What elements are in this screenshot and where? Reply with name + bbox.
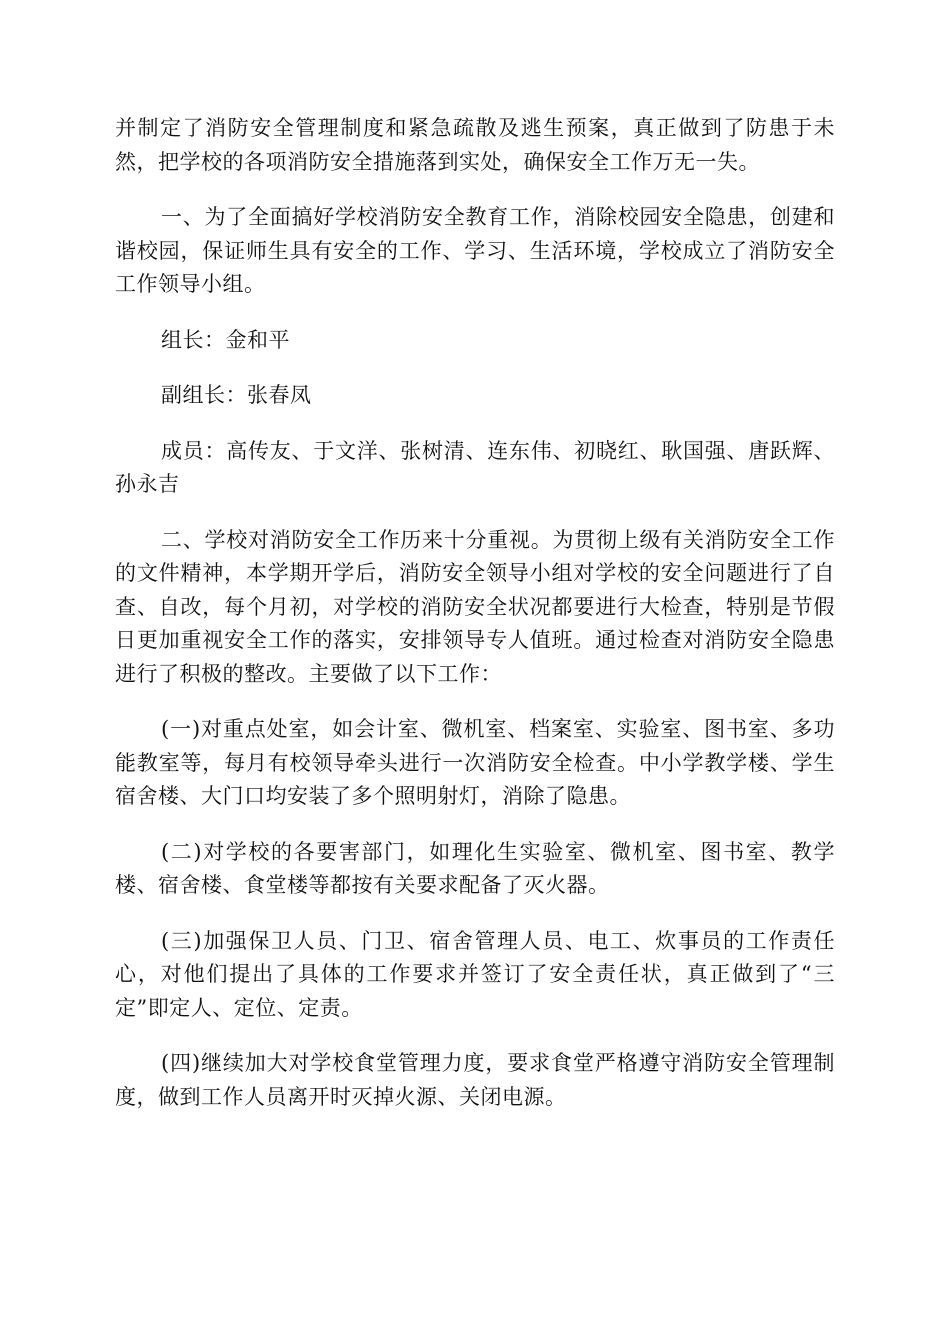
paragraph-item-one: (一)对重点处室，如会计室、微机室、档案室、实验室、图书室、多功能教室等，每月有校领导牵头进行一次消防安全检查。中小学教学楼、学生宿舍楼、大门口均安装了多个照明射灯，消除了隐患。 [115,717,835,808]
document-body [115,112,835,1136]
paragraph-item-four: (四)继续加大对学校食堂管理力度，要求食堂严格遵守消防安全管理制度，做到工作人员离开时灭掉火源、关闭电源。 [115,1051,835,1109]
paragraph-group-leader: 组长：金和平 [161,327,290,352]
paragraph-item-three: (三)加强保卫人员、门卫、宿舍管理人员、电工、炊事员的工作责任心，对他们提出了具体的工作要求并签订了安全责任状，真正做到了“三定”即定人、定位、定责。 [115,928,835,1020]
paragraph-deputy-leader: 副组长：张春凤 [161,383,312,407]
paragraph-section-two: 二、学校对消防安全工作历来十分重视。为贯彻上级有关消防安全工作的文件精神，本学期开学后，消防安全领导小组对学校的安全问题进行了自查、自改，每个月初，对学校的消防安全状况都要进行大检查，特别是节假日更加重视安全工作的落实，安排领导专人值班。通过检查对消防安全隐患进行了积极的整改。主要做了以下工作： [115,527,835,686]
paragraph-item-two: (二)对学校的各要害部门，如理化生实验室、微机室、图书室、教学楼、宿舍楼、食堂楼等都按有关要求配备了灭火器。 [115,839,835,897]
paragraph-intro: 并制定了消防安全管理制度和紧急疏散及逃生预案，真正做到了防患于未然，把学校的各项消防安全措施落到实处，确保安全工作万无一失。 [115,116,835,174]
paragraph-section-one: 一、为了全面搞好学校消防安全教育工作，消除校园安全隐患，创建和谐校园，保证师生具有安全的工作、学习、生活环境，学校成立了消防安全工作领导小组。 [115,205,835,296]
paragraph-members: 成员：高传友、于文洋、张树清、连东伟、初晓红、耿国强、唐跃辉、孙永吉 [115,438,835,496]
